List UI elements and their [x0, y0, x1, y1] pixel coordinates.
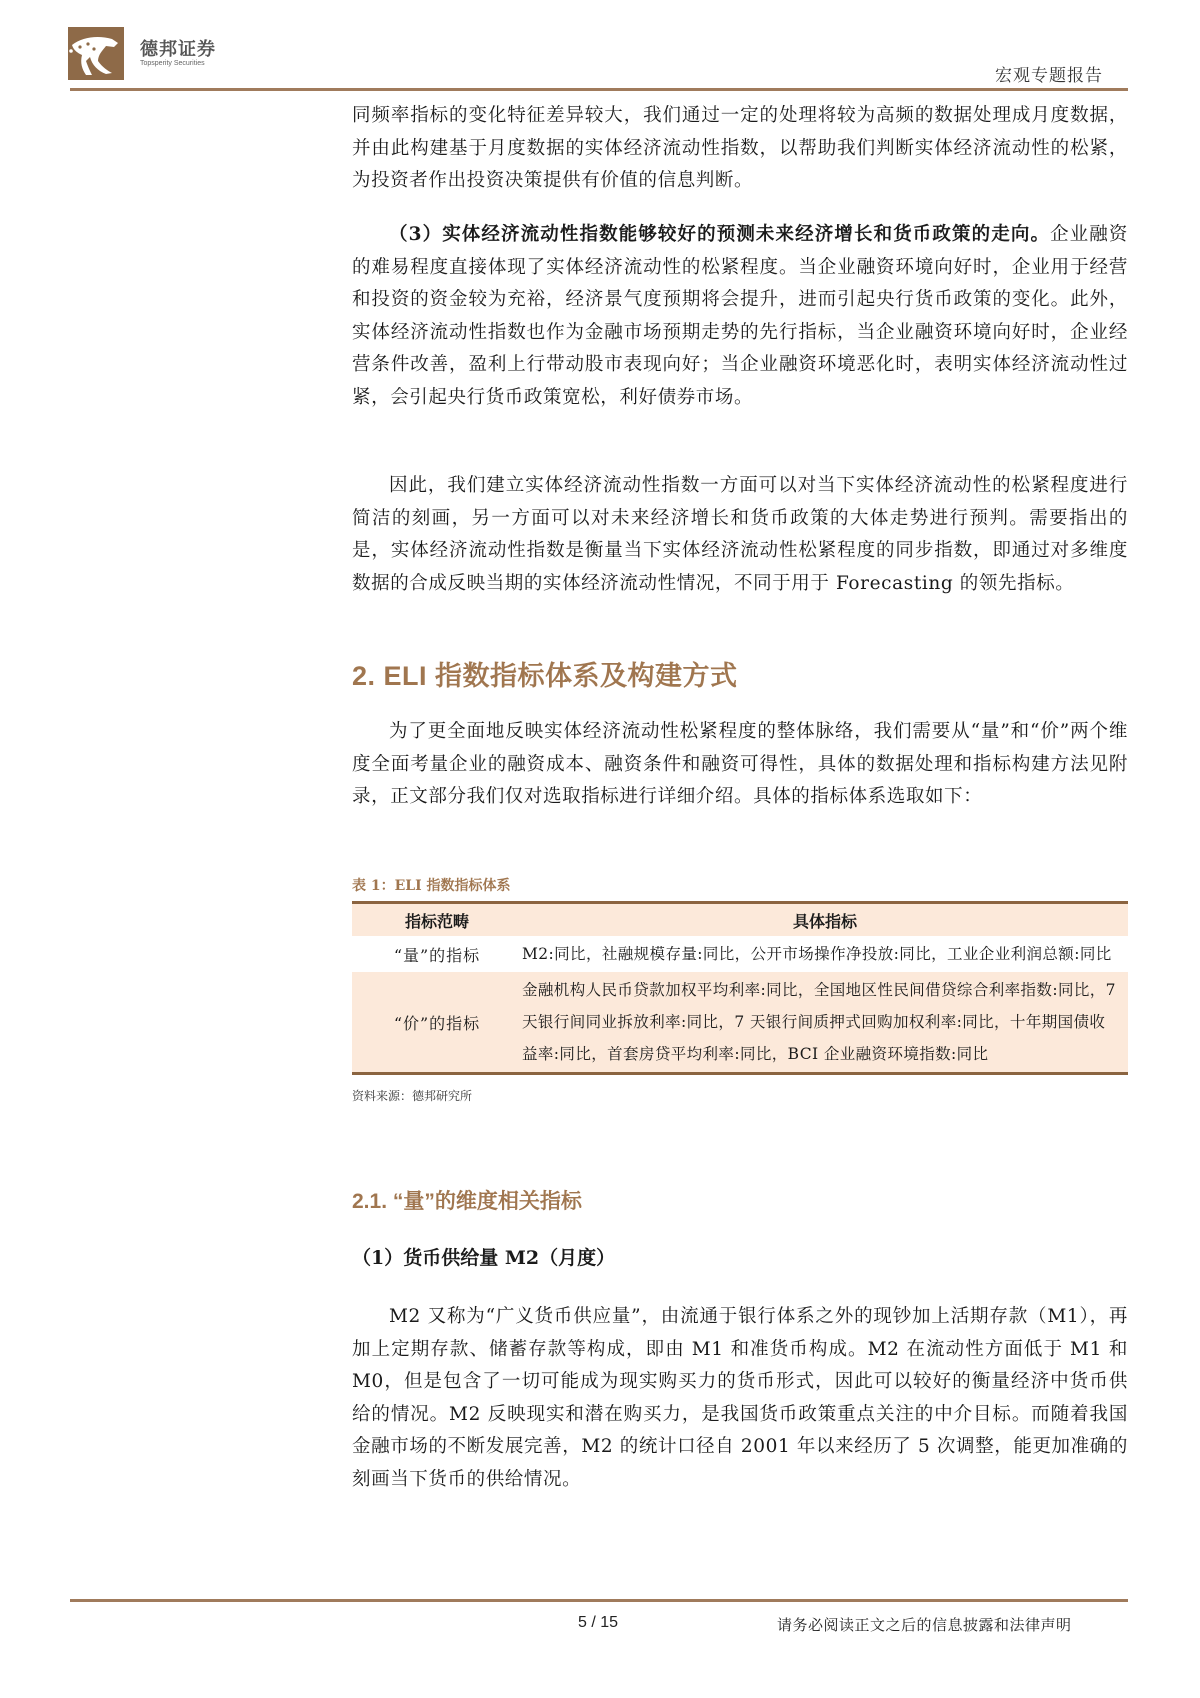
- header-divider: [70, 88, 1128, 91]
- body-paragraph: M2 又称为“广义货币供应量”，由流通于银行体系之外的现钞加上活期存款（M1），再加上定期存款、储蓄存款等构成，即由 M1 和准货币构成。M2 在流动性方面低于 M1 和 M0，但是包含了一切可能成为现实购买力的货币形式，因此可以较好的衡量经济中货币供给的情况。M2 反映现实和潜在购买力，是我国货币政策重点关注的中介目标。而随着我国金融市场的不断发展完善，M2 的统计口径自 2001 年以来经历了 5 次调整，能更加准确的刻画当下货币的供给情况。: [352, 1306, 1128, 1490]
- paragraph-point-3: [352, 219, 1128, 414]
- footer-divider: [70, 1599, 1128, 1602]
- section-2-heading: 2. ELI 指数指标体系及构建方式: [352, 661, 738, 691]
- logo-english-name: Topsperity Securities: [140, 60, 205, 67]
- subsection-m2-heading: （1）货币供给量 M2（月度）: [352, 1247, 616, 1269]
- leopard-logo-icon: [68, 27, 124, 80]
- column-header-detail: 具体指标: [792, 911, 857, 931]
- point-3-lead: （3）实体经济流动性指数能够较好的预测未来经济增长和货币政策的走向。: [389, 224, 1051, 245]
- point-3-body: 企业融资的难易程度直接体现了实体经济流动性的松紧程度。当企业融资环境向好时，企业用于经营和投资的资金较为充裕，经济景气度预期将会提升，进而引起央行货币政策的变化。此外，实体经济流动性指数也作为金融市场预期走势的先行指标，当企业融资环境向好时，企业经营条件改善，盈利上行带动股市表现向好；当企业融资环境恶化时，表明实体经济流动性过紧，会引起央行货币政策宽松，利好债券市场。: [352, 224, 1128, 408]
- body-paragraph: 为了更全面地反映实体经济流动性松紧程度的整体脉络，我们需要从“量”和“价”两个维度全面考量企业的融资成本、融资条件和融资可得性，具体的数据处理和指标构建方法见附录，正文部分我们仅对选取指标进行详细介绍。具体的指标体系选取如下：: [352, 721, 1128, 807]
- table-row: [352, 936, 1128, 972]
- table-header-row: [352, 903, 1128, 937]
- paragraph-conclusion: [352, 470, 1128, 600]
- detail-cell: 金融机构人民币贷款加权平均利率:同比，全国地区性民间借贷综合利率指数:同比，7 天银行间同业拆放利率:同比，7 天银行间质押式回购加权利率:同比，十年期国债收益率:同比，首套房贷平均利率:同比，BCI 企业融资环境指数:同比: [522, 981, 1116, 1063]
- category-cell: “价”的指标: [393, 1013, 481, 1033]
- table-source-note: 资料来源：德邦研究所: [352, 1089, 473, 1103]
- logo-chinese-name: 德邦证券: [140, 39, 216, 60]
- table-title: 表 1：ELI 指数指标体系: [352, 878, 511, 894]
- m2-paragraph: [352, 1301, 1128, 1496]
- body-paragraph: 同频率指标的变化特征差异较大，我们通过一定的处理将较为高频的数据处理成月度数据，并由此构建基于月度数据的实体经济流动性指数，以帮助我们判断实体经济流动性的松紧，为投资者作出投资决策提供有价值的信息判断。: [352, 105, 1128, 191]
- company-logo: [68, 27, 258, 83]
- section-2-intro: [352, 716, 1128, 814]
- page-number: 5 / 15: [578, 1614, 619, 1631]
- section-2-1-heading: 2.1. “量”的维度相关指标: [352, 1190, 582, 1213]
- detail-cell: M2:同比，社融规模存量:同比，公开市场操作净投放:同比，工业企业利润总额:同比: [522, 945, 1112, 963]
- report-type: 宏观专题报告: [995, 66, 1103, 86]
- column-header-category: 指标范畴: [404, 911, 469, 931]
- legal-disclaimer: 请务必阅读正文之后的信息披露和法律声明: [777, 1616, 1072, 1634]
- eli-indicator-table: [352, 901, 1128, 1075]
- category-cell: “量”的指标: [393, 945, 481, 965]
- body-paragraph: 因此，我们建立实体经济流动性指数一方面可以对当下实体经济流动性的松紧程度进行简洁的刻画，另一方面可以对未来经济增长和货币政策的大体走势进行预判。需要指出的是，实体经济流动性指数是衡量当下实体经济流动性松紧程度的同步指数，即通过对多维度数据的合成反映当期的实体经济流动性情况，不同于用于 Forecasting 的领先指标。: [352, 475, 1128, 594]
- paragraph-continuation: [352, 100, 1128, 198]
- table-1-block: [352, 875, 1128, 1104]
- table-row: [352, 972, 1128, 1074]
